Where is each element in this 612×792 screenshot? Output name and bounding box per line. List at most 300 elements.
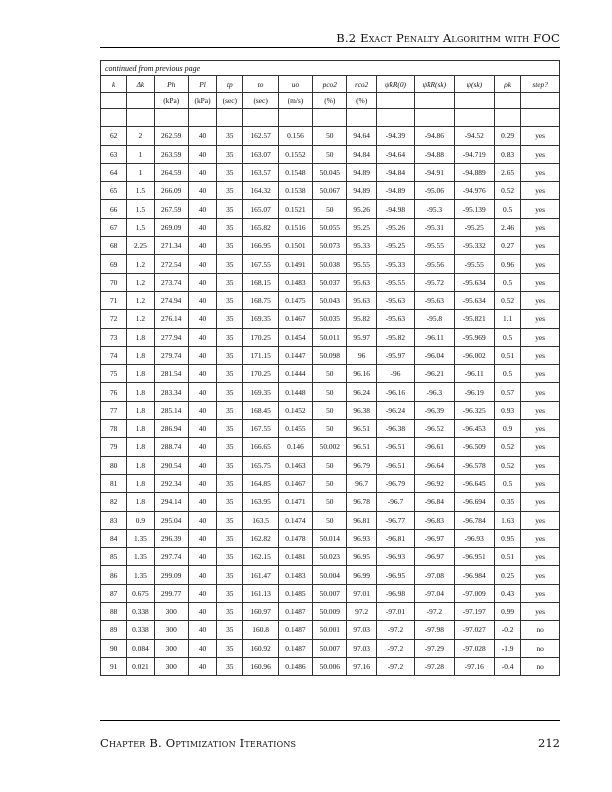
column-header: ψ(sk) — [454, 76, 494, 93]
table-cell: -97.2 — [415, 603, 454, 621]
table-cell: 297.74 — [154, 548, 188, 566]
table-cell: 81 — [101, 474, 127, 492]
table-cell: 50.014 — [313, 529, 347, 547]
table-cell: -97.197 — [454, 603, 494, 621]
table-cell: 0.1481 — [278, 548, 312, 566]
table-cell: 168.45 — [243, 401, 278, 419]
table-cell: -94.976 — [454, 182, 494, 200]
table-cell: 95.97 — [347, 328, 376, 346]
table-cell: 40 — [188, 548, 216, 566]
table-cell: 0.146 — [278, 438, 312, 456]
table-cell: -95.821 — [454, 310, 494, 328]
table-cell: -94.88 — [415, 145, 454, 163]
table-cell: -95.63 — [376, 291, 414, 309]
table-cell: 1.5 — [127, 218, 154, 236]
table-cell: yes — [521, 383, 560, 401]
table-cell: 2.46 — [495, 218, 521, 236]
table-cell: -95.06 — [415, 182, 454, 200]
table-cell: 0.51 — [495, 346, 521, 364]
table-cell: 70 — [101, 273, 127, 291]
table-cell: 95.26 — [347, 200, 376, 218]
table-cell: 50.007 — [313, 584, 347, 602]
table-cell: 96.99 — [347, 566, 376, 584]
table-cell: -96.002 — [454, 346, 494, 364]
table-cell: -96.509 — [454, 438, 494, 456]
table-cell: 164.32 — [243, 182, 278, 200]
table-cell: -96.578 — [454, 456, 494, 474]
column-header: uo — [278, 76, 312, 93]
table-row — [101, 182, 560, 200]
table-cell: 96.51 — [347, 438, 376, 456]
table-cell: 35 — [217, 603, 243, 621]
table-cell: 35 — [217, 420, 243, 438]
table-cell: 87 — [101, 584, 127, 602]
table-cell: 50 — [313, 200, 347, 218]
table-cell: 50.006 — [313, 657, 347, 675]
table-cell: -95.82 — [376, 328, 414, 346]
table-cell: yes — [521, 273, 560, 291]
table-cell: -96.97 — [415, 529, 454, 547]
column-unit: (kPa) — [188, 93, 216, 109]
table-row — [101, 493, 560, 511]
table-cell: 296.39 — [154, 529, 188, 547]
table-cell: 1.1 — [495, 310, 521, 328]
table-cell: 63 — [101, 145, 127, 163]
table-cell: 0.52 — [495, 438, 521, 456]
table-cell: -97.2 — [376, 621, 414, 639]
table-cell: 40 — [188, 401, 216, 419]
table-cell: -97.2 — [376, 657, 414, 675]
table-cell: yes — [521, 401, 560, 419]
table-cell: no — [521, 639, 560, 657]
table-cell: 35 — [217, 529, 243, 547]
table-cell: 79 — [101, 438, 127, 456]
table-cell: yes — [521, 346, 560, 364]
table-cell: 72 — [101, 310, 127, 328]
column-unit — [454, 93, 494, 109]
table-cell: 73 — [101, 328, 127, 346]
table-cell: 1.5 — [127, 182, 154, 200]
table-cell: -96.784 — [454, 511, 494, 529]
footer-chapter: Chapter B. Optimization Iterations — [100, 736, 297, 750]
table-cell: 164.85 — [243, 474, 278, 492]
table-cell: 35 — [217, 657, 243, 675]
table-cell: 35 — [217, 127, 243, 145]
table-cell: 0.5 — [495, 474, 521, 492]
table-cell: 0.1475 — [278, 291, 312, 309]
table-cell: 40 — [188, 218, 216, 236]
table-cell: 1.8 — [127, 365, 154, 383]
table-cell: 50.009 — [313, 603, 347, 621]
table-cell: 0.1516 — [278, 218, 312, 236]
column-header: k — [101, 76, 127, 93]
table-cell: 168.15 — [243, 273, 278, 291]
table-cell: -0.2 — [495, 621, 521, 639]
table-cell: 96.51 — [347, 420, 376, 438]
table-row — [101, 346, 560, 364]
table-cell: 0.1463 — [278, 456, 312, 474]
table-cell: yes — [521, 127, 560, 145]
table-cell: -96.98 — [376, 584, 414, 602]
table-cell: 0.1448 — [278, 383, 312, 401]
table-cell: 74 — [101, 346, 127, 364]
table-cell: 40 — [188, 182, 216, 200]
table-cell: -95.3 — [415, 200, 454, 218]
table-cell: yes — [521, 163, 560, 181]
table-cell: 0.29 — [495, 127, 521, 145]
table-cell: 300 — [154, 657, 188, 675]
table-cell: 67 — [101, 218, 127, 236]
table-cell: 0.1478 — [278, 529, 312, 547]
table-cell: 40 — [188, 273, 216, 291]
table-cell: -96.7 — [376, 493, 414, 511]
table-cell: 40 — [188, 163, 216, 181]
table-cell: 160.8 — [243, 621, 278, 639]
table-cell: yes — [521, 438, 560, 456]
table-cell: 91 — [101, 657, 127, 675]
table-cell: 1.8 — [127, 456, 154, 474]
table-cell: 0.1487 — [278, 639, 312, 657]
table-cell: 90 — [101, 639, 127, 657]
table-cell: 0.1487 — [278, 621, 312, 639]
table-cell: 300 — [154, 603, 188, 621]
table-cell: 1.63 — [495, 511, 521, 529]
table-cell: 300 — [154, 639, 188, 657]
table-cell: -96.39 — [415, 401, 454, 419]
table-spacer-row — [101, 109, 560, 127]
running-head: B.2 Exact Penalty Algorithm with FOC — [336, 31, 560, 45]
table-cell: 162.57 — [243, 127, 278, 145]
table-cell: 35 — [217, 237, 243, 255]
table-cell: -1.9 — [495, 639, 521, 657]
table-cell: 290.54 — [154, 456, 188, 474]
table-cell: 0.1486 — [278, 657, 312, 675]
table-cell: 1.2 — [127, 310, 154, 328]
table-cell: 96.93 — [347, 529, 376, 547]
table-cell: 167.55 — [243, 420, 278, 438]
table-cell: 0.5 — [495, 365, 521, 383]
header-rule — [100, 47, 560, 48]
table-cell: 163.95 — [243, 493, 278, 511]
table-cell: yes — [521, 511, 560, 529]
table-row — [101, 291, 560, 309]
table-cell: 161.47 — [243, 566, 278, 584]
table-cell: 0.5 — [495, 328, 521, 346]
table-cell: 272.54 — [154, 255, 188, 273]
table-cell: 95.63 — [347, 273, 376, 291]
table-cell: 96.78 — [347, 493, 376, 511]
table-cell: -96.951 — [454, 548, 494, 566]
table-cell: -95.55 — [376, 273, 414, 291]
table-cell: -96.11 — [454, 365, 494, 383]
table-cell: 0.1552 — [278, 145, 312, 163]
table-cell: 97.16 — [347, 657, 376, 675]
table-cell: 292.34 — [154, 474, 188, 492]
table-cell: 0.021 — [127, 657, 154, 675]
table-cell: 0.52 — [495, 456, 521, 474]
table-cell: 165.07 — [243, 200, 278, 218]
table-cell: -96.3 — [415, 383, 454, 401]
table-cell: 1.8 — [127, 401, 154, 419]
table-cell: -95.97 — [376, 346, 414, 364]
table-row — [101, 511, 560, 529]
table-cell: 171.15 — [243, 346, 278, 364]
table-cell: 2.25 — [127, 237, 154, 255]
table-cell: 35 — [217, 182, 243, 200]
table-row — [101, 163, 560, 181]
table-cell: 35 — [217, 145, 243, 163]
table-cell: -95.139 — [454, 200, 494, 218]
table-cell: 40 — [188, 438, 216, 456]
table-cell: 50.002 — [313, 438, 347, 456]
table-cell: 84 — [101, 529, 127, 547]
table-cell: 50.045 — [313, 163, 347, 181]
table-cell: 97.01 — [347, 584, 376, 602]
table-cell: -95.634 — [454, 291, 494, 309]
table-cell: -95.634 — [454, 273, 494, 291]
table-cell: -96.38 — [376, 420, 414, 438]
table-cell: -95.25 — [376, 237, 414, 255]
table-cell: 167.55 — [243, 255, 278, 273]
table-cell: -97.027 — [454, 621, 494, 639]
table-cell: 0.9 — [495, 420, 521, 438]
table-cell: 35 — [217, 438, 243, 456]
table-cell: 80 — [101, 456, 127, 474]
table-cell: yes — [521, 200, 560, 218]
table-row — [101, 621, 560, 639]
table-cell: 267.59 — [154, 200, 188, 218]
table-cell: 276.14 — [154, 310, 188, 328]
table-row — [101, 401, 560, 419]
table-cell: -96.19 — [454, 383, 494, 401]
table-cell: 300 — [154, 621, 188, 639]
table-cell: 35 — [217, 511, 243, 529]
table-cell: 50.023 — [313, 548, 347, 566]
table-cell: 0.1455 — [278, 420, 312, 438]
table-cell: 40 — [188, 291, 216, 309]
table-cell: 1.8 — [127, 328, 154, 346]
table-cell: 40 — [188, 456, 216, 474]
table-cell: 266.09 — [154, 182, 188, 200]
table-cell: -96.16 — [376, 383, 414, 401]
table-row — [101, 328, 560, 346]
table-cell: 0.5 — [495, 200, 521, 218]
table-cell: 40 — [188, 493, 216, 511]
table-cell: 66 — [101, 200, 127, 218]
table-cell: 262.59 — [154, 127, 188, 145]
table-cell: 1.8 — [127, 420, 154, 438]
table-cell: -97.028 — [454, 639, 494, 657]
table-cell: -95.63 — [376, 310, 414, 328]
table-cell: 94.84 — [347, 145, 376, 163]
table-row — [101, 548, 560, 566]
table-cell: -94.86 — [415, 127, 454, 145]
table-cell: -96.64 — [415, 456, 454, 474]
table-cell: 35 — [217, 328, 243, 346]
table-cell: -95.31 — [415, 218, 454, 236]
table-cell: 1.5 — [127, 200, 154, 218]
page-number: 212 — [538, 736, 560, 750]
table-cell: -94.52 — [454, 127, 494, 145]
table-cell: 35 — [217, 383, 243, 401]
table-cell: 277.94 — [154, 328, 188, 346]
table-cell: 281.54 — [154, 365, 188, 383]
table-cell: -94.91 — [415, 163, 454, 181]
table-continuation-caption: continued from previous page — [101, 61, 560, 76]
table-cell: 1.8 — [127, 383, 154, 401]
table-cell: -96.04 — [415, 346, 454, 364]
table-cell: 166.95 — [243, 237, 278, 255]
column-unit — [127, 93, 154, 109]
table-cell: 0.1483 — [278, 566, 312, 584]
table-cell: no — [521, 621, 560, 639]
table-cell: 0.83 — [495, 145, 521, 163]
table-cell: -96.453 — [454, 420, 494, 438]
table-cell: 0.9 — [127, 511, 154, 529]
table-cell: 160.97 — [243, 603, 278, 621]
table-cell: 96.79 — [347, 456, 376, 474]
table-cell: 168.75 — [243, 291, 278, 309]
table-cell: 35 — [217, 566, 243, 584]
table-cell: 86 — [101, 566, 127, 584]
table-cell: 97.2 — [347, 603, 376, 621]
table-row — [101, 529, 560, 547]
table-row — [101, 310, 560, 328]
table-cell: 162.15 — [243, 548, 278, 566]
table-cell: -97.16 — [454, 657, 494, 675]
table-cell: 1.8 — [127, 493, 154, 511]
column-unit — [415, 93, 454, 109]
table-cell: -94.64 — [376, 145, 414, 163]
table-cell: yes — [521, 182, 560, 200]
table-cell: -96.984 — [454, 566, 494, 584]
table-cell: 50 — [313, 401, 347, 419]
table-cell: 0.1452 — [278, 401, 312, 419]
table-cell: 0.52 — [495, 182, 521, 200]
table-cell: 50.037 — [313, 273, 347, 291]
table-cell: 0.95 — [495, 529, 521, 547]
table-cell: 50.098 — [313, 346, 347, 364]
table-row — [101, 145, 560, 163]
table-cell: 40 — [188, 474, 216, 492]
table-row — [101, 383, 560, 401]
table-cell: yes — [521, 548, 560, 566]
table-cell: 170.25 — [243, 328, 278, 346]
table-cell: -95.8 — [415, 310, 454, 328]
table-cell: 1.8 — [127, 438, 154, 456]
table-cell: 69 — [101, 255, 127, 273]
table-cell: -94.89 — [376, 182, 414, 200]
table-cell: 50 — [313, 493, 347, 511]
table-cell: 40 — [188, 566, 216, 584]
table-cell: 40 — [188, 328, 216, 346]
table-cell: 96.81 — [347, 511, 376, 529]
table-cell: 50.035 — [313, 310, 347, 328]
table-cell: 95.33 — [347, 237, 376, 255]
table-cell: -94.98 — [376, 200, 414, 218]
table-cell: 76 — [101, 383, 127, 401]
table-cell: -96.77 — [376, 511, 414, 529]
table-cell: 0.1501 — [278, 237, 312, 255]
table-cell: 0.1521 — [278, 200, 312, 218]
table-cell: yes — [521, 237, 560, 255]
table-cell: 1.2 — [127, 273, 154, 291]
table-cell: 50.038 — [313, 255, 347, 273]
table-row — [101, 200, 560, 218]
table-cell: 95.55 — [347, 255, 376, 273]
column-unit: (m/s) — [278, 93, 312, 109]
table-cell: 94.89 — [347, 182, 376, 200]
table-cell: 88 — [101, 603, 127, 621]
table-cell: yes — [521, 255, 560, 273]
table-cell: 40 — [188, 420, 216, 438]
table-cell: 40 — [188, 237, 216, 255]
column-header: to — [243, 76, 278, 93]
table-cell: -96.92 — [415, 474, 454, 492]
table-cell: yes — [521, 145, 560, 163]
table-cell: 40 — [188, 639, 216, 657]
table-cell: 0.1483 — [278, 273, 312, 291]
table-cell: 50 — [313, 145, 347, 163]
table-cell: 83 — [101, 511, 127, 529]
table-cell: 0.1485 — [278, 584, 312, 602]
table-cell: 286.94 — [154, 420, 188, 438]
table-cell: 64 — [101, 163, 127, 181]
table-cell: -95.332 — [454, 237, 494, 255]
table-cell: 77 — [101, 401, 127, 419]
table-row — [101, 603, 560, 621]
table-cell: 40 — [188, 127, 216, 145]
table-cell: yes — [521, 456, 560, 474]
table-cell: 169.35 — [243, 383, 278, 401]
column-header: rco2 — [347, 76, 376, 93]
table-cell: 0.5 — [495, 273, 521, 291]
table-cell: 170.25 — [243, 365, 278, 383]
table-cell: 271.34 — [154, 237, 188, 255]
table-cell: 0.1444 — [278, 365, 312, 383]
table-cell: -96.93 — [454, 529, 494, 547]
table-cell: 40 — [188, 255, 216, 273]
table-cell: 1.2 — [127, 291, 154, 309]
table-cell: 35 — [217, 548, 243, 566]
column-header: ψ̃kR(0) — [376, 76, 414, 93]
table-cell: 96.16 — [347, 365, 376, 383]
table-cell: 1.35 — [127, 548, 154, 566]
table-cell: -95.33 — [376, 255, 414, 273]
table-cell: 0.084 — [127, 639, 154, 657]
table-cell: -95.55 — [415, 237, 454, 255]
table-cell: 50.004 — [313, 566, 347, 584]
table-cell: 97.03 — [347, 621, 376, 639]
table-cell: 40 — [188, 603, 216, 621]
column-header: Pl — [188, 76, 216, 93]
table-cell: 1 — [127, 145, 154, 163]
table-cell: 1.8 — [127, 474, 154, 492]
table-cell: 0.1454 — [278, 328, 312, 346]
column-unit: (%) — [347, 93, 376, 109]
table-cell: 40 — [188, 657, 216, 675]
table-cell: 40 — [188, 621, 216, 639]
table-cell: 50 — [313, 127, 347, 145]
table-cell: 0.52 — [495, 291, 521, 309]
table-cell: -94.719 — [454, 145, 494, 163]
table-cell: 40 — [188, 200, 216, 218]
table-cell: -97.01 — [376, 603, 414, 621]
table-row — [101, 237, 560, 255]
table-cell: -96.97 — [415, 548, 454, 566]
table-cell: yes — [521, 566, 560, 584]
table-cell: 2 — [127, 127, 154, 145]
